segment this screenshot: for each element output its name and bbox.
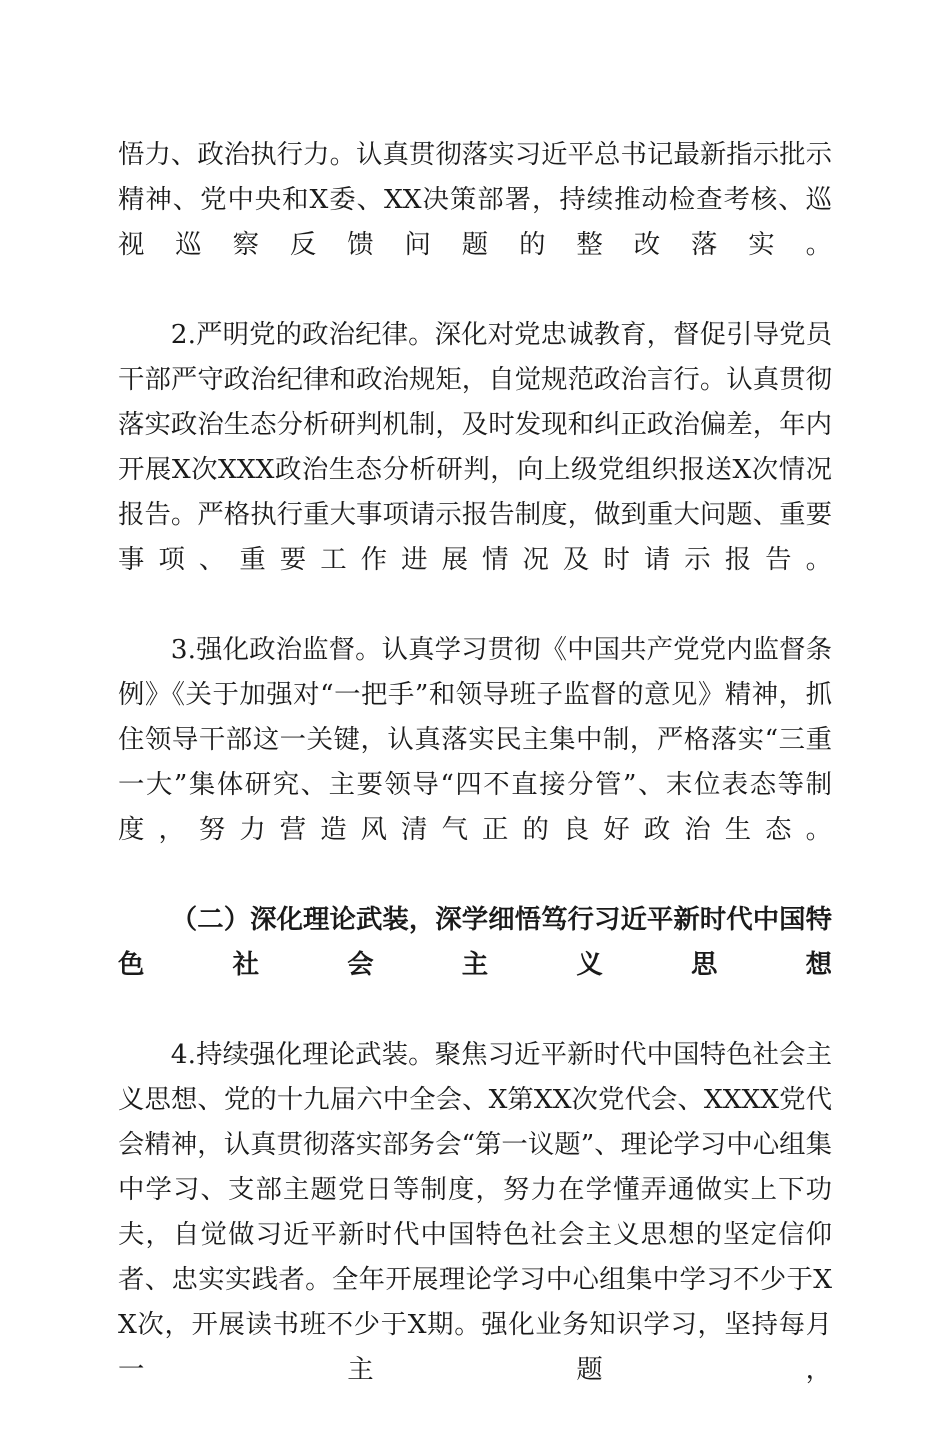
paragraph-item-4: 4.持续强化理论武装。聚焦习近平新时代中国特色社会主义思想、党的十九届六中全会、X第XX次党代会、XXXX党代会精神，认真贯彻落实部务会“第一议题”、理论学习中心组集中学习、支部主题党日等制度，努力在学懂弄通做实上下功夫，自觉做习近平新时代中国特色社会主义思想的坚定信仰者、忠实实践者。全年开展理论学习中心组集中学习不少于XX次，开展读书班不少于X期。强化业务知识学习，坚持每月一主题， [118,1039,832,1385]
section-heading-2: （二）深化理论武装，深学细悟笃行习近平新时代中国特色社会主义思想 [118,904,832,980]
paragraph-item-2: 2.严明党的政治纪律。深化对党忠诚教育，督促引导党员干部严守政治纪律和政治规矩，自觉规范政治言行。认真贯彻落实政治生态分析研判机制，及时发现和纠正政治偏差，年内开展X次XXX政治生态分析研判，向上级党组织报送X次情况报告。严格执行重大事项请示报告制度，做到重大问题、重要事项、重要工作进展情况及时请示报告。 [118,319,832,575]
document-text-column [118,132,832,1437]
paragraph-item-3: 3.强化政治监督。认真学习贯彻《中国共产党党内监督条例》《关于加强对“一把手”和领导班子监督的意见》精神，抓住领导干部这一关键，认真落实民主集中制，严格落实“三重一大”集体研究、主要领导“四不直接分管”、末位表态等制度，努力营造风清气正的良好政治生态。 [118,634,832,845]
paragraph-continued: 悟力、政治执行力。认真贯彻落实习近平总书记最新指示批示精神、党中央和X委、XX决策部署，持续推动检查考核、巡视巡察反馈问题的整改落实。 [118,139,832,260]
